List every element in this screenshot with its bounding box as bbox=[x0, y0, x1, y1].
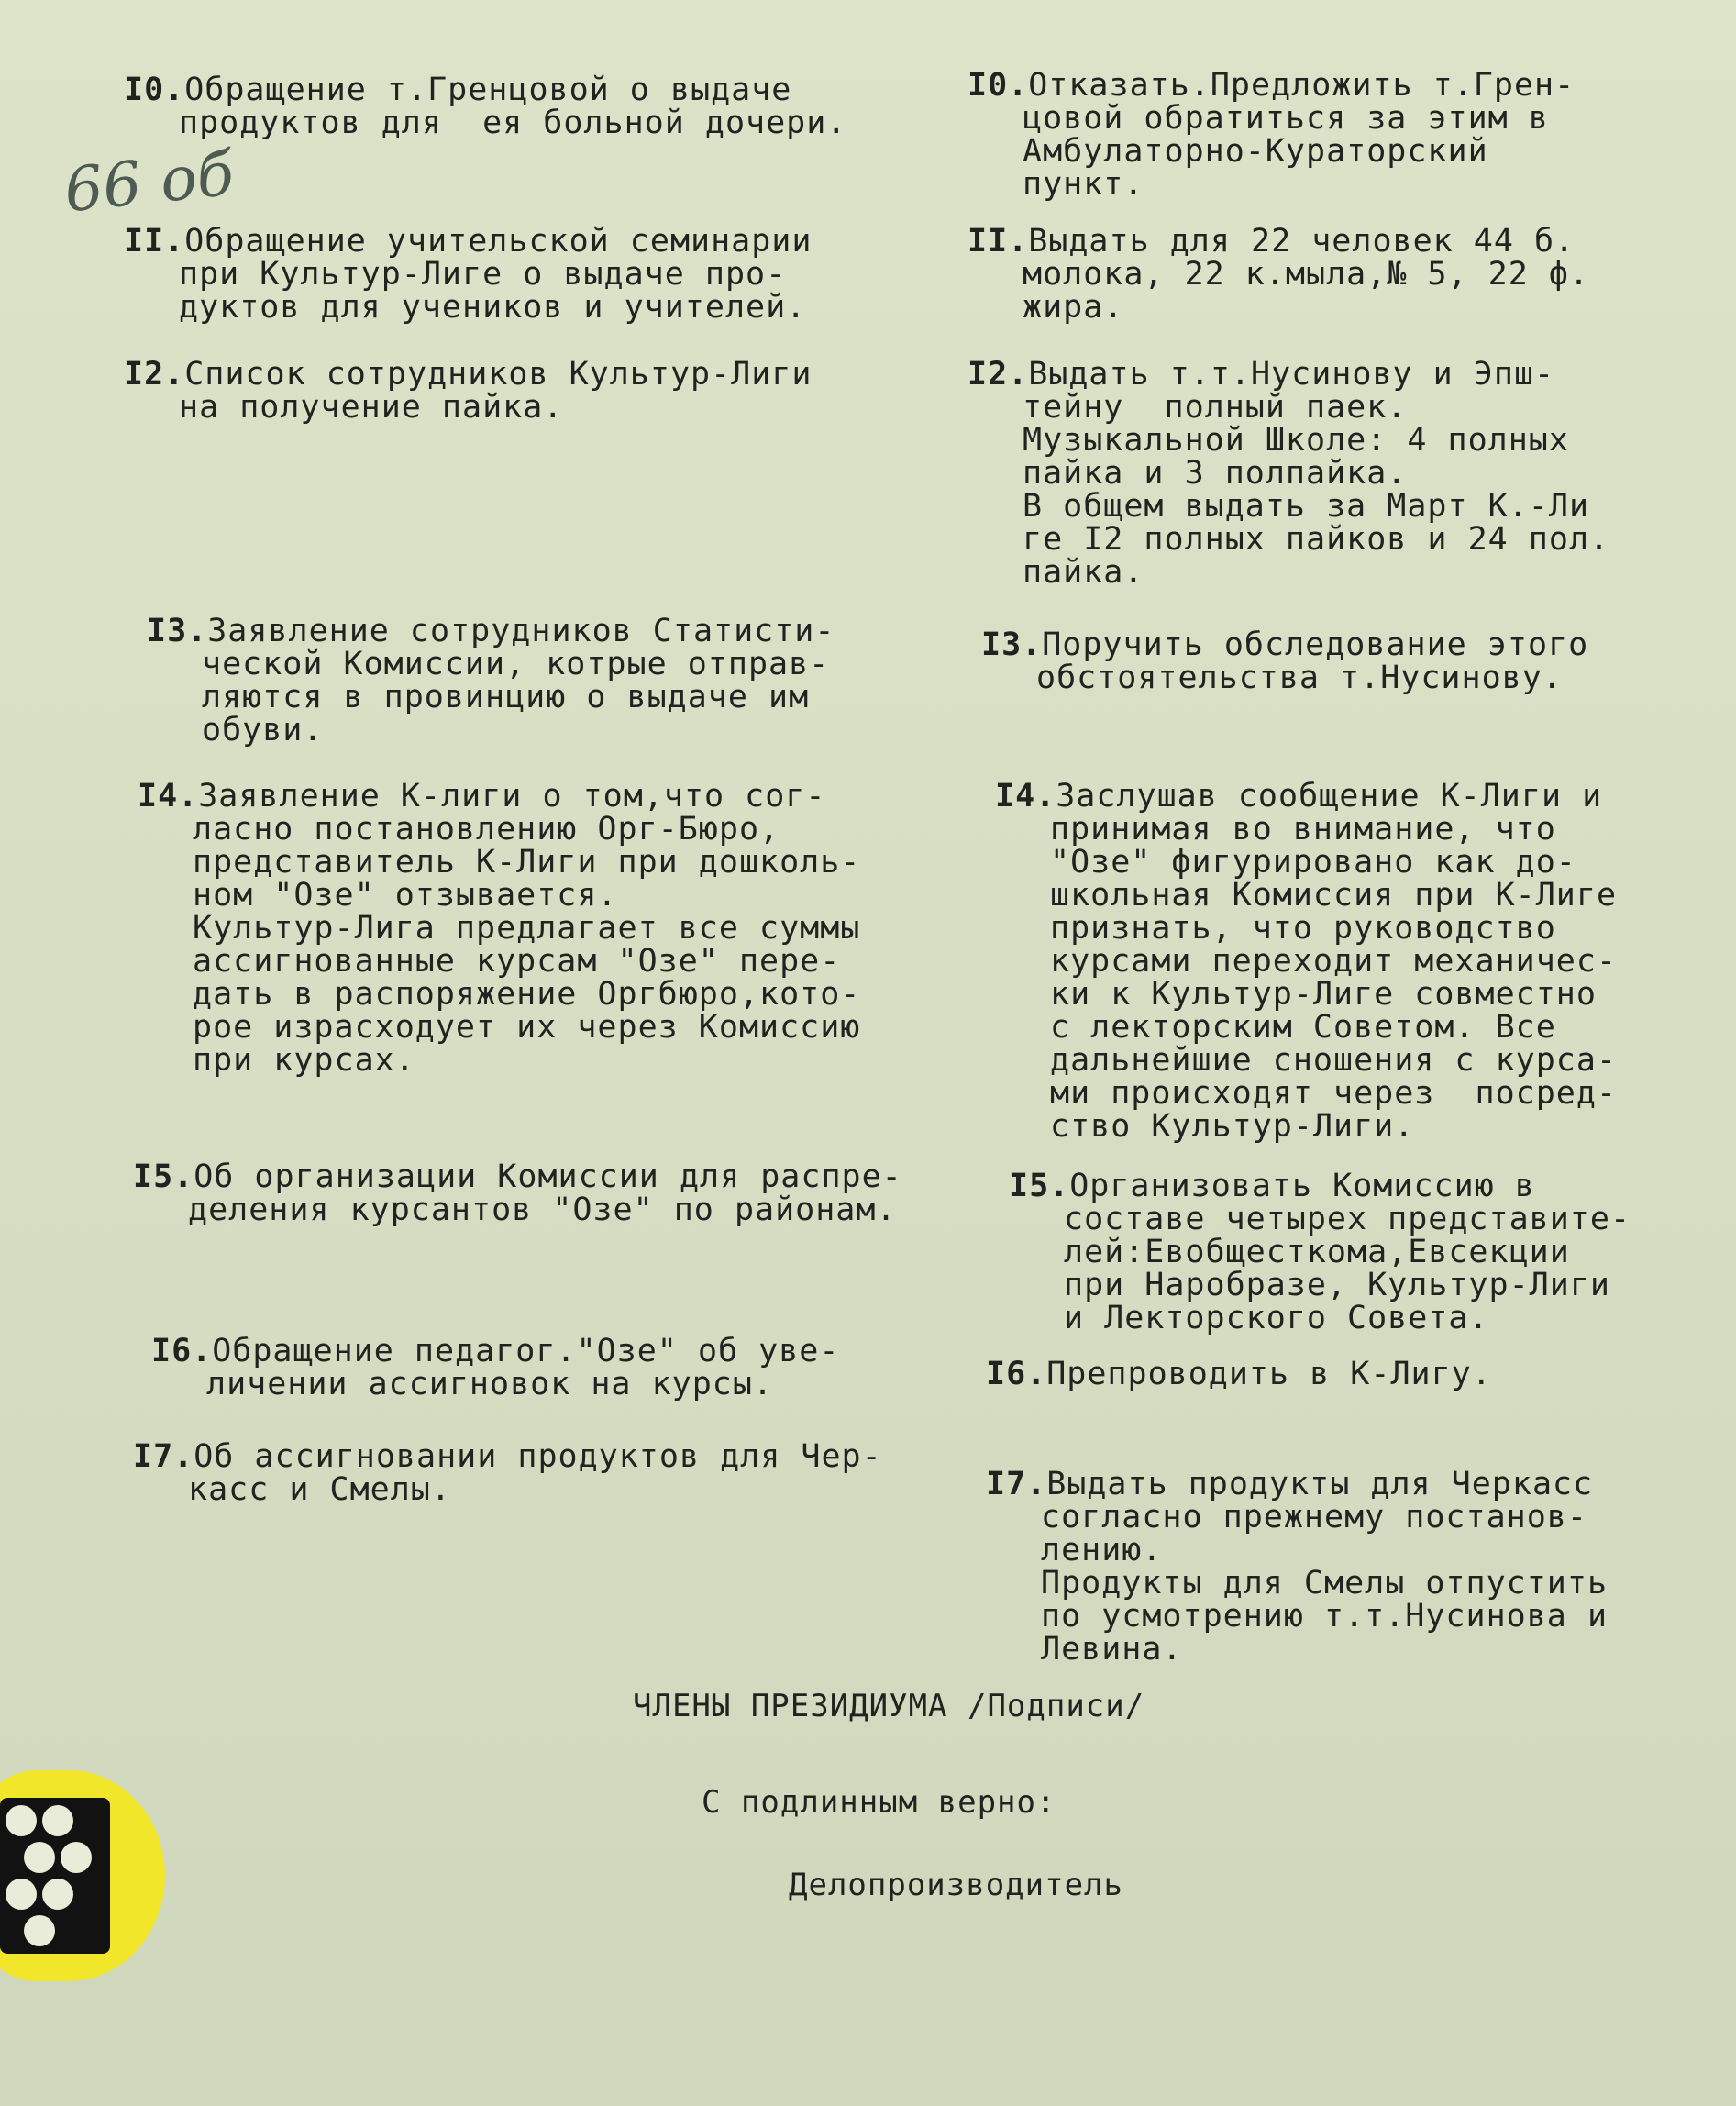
text-line: пайка и 3 полпайка. bbox=[1023, 455, 1408, 492]
item-number: I2. bbox=[968, 356, 1029, 393]
text-line: Обращение т.Гренцовой о выдаче bbox=[184, 72, 792, 108]
text-line: пайка. bbox=[1023, 554, 1144, 591]
text-line: Культур-Лига предлагает все суммы bbox=[193, 910, 861, 947]
item-number: II. bbox=[968, 223, 1029, 260]
text-line: ассигнованные курсам "Озе" пере- bbox=[193, 943, 841, 980]
text-line: касс и Смелы. bbox=[188, 1471, 451, 1508]
text-line: молока, 22 к.мыла,№ 5, 22 ф. bbox=[1023, 256, 1590, 293]
text-line: продуктов для ея больной дочери. bbox=[179, 105, 847, 141]
text-line: лению. bbox=[1041, 1532, 1163, 1568]
text-line: Продукты для Смелы отпустить bbox=[1041, 1565, 1609, 1602]
item-number: I3. bbox=[981, 626, 1043, 663]
item-number: I4. bbox=[138, 778, 199, 815]
item-2-subject bbox=[124, 225, 812, 324]
clip-hole bbox=[6, 1879, 37, 1910]
text-line: тейну полный паек. bbox=[1023, 389, 1408, 426]
text-line: ге I2 полных пайков и 24 пол. bbox=[1023, 521, 1610, 558]
item-number: I5. bbox=[133, 1158, 194, 1195]
clip-hole bbox=[24, 1842, 55, 1873]
item-number: I2. bbox=[124, 356, 185, 393]
clip-hole bbox=[24, 1915, 55, 1946]
text-line: Список сотрудников Культур-Лиги bbox=[184, 356, 813, 393]
text-line: с лекторским Советом. Все bbox=[1050, 1009, 1556, 1046]
item-3-resolution bbox=[968, 358, 1609, 589]
item-number: I7. bbox=[986, 1466, 1047, 1502]
text-line: школьная Комиссия при К-Лиге bbox=[1050, 877, 1618, 914]
text-line: лей:Евобщесткома,Евсекции bbox=[1064, 1234, 1570, 1270]
text-line: ство Культур-Лиги. bbox=[1050, 1108, 1415, 1145]
clip-hole bbox=[42, 1879, 73, 1910]
text-line: принимая во внимание, что bbox=[1050, 811, 1556, 848]
text-line: на получение пайка. bbox=[179, 389, 564, 426]
item-number: I6. bbox=[151, 1333, 213, 1369]
text-line: обстоятельства т.Нусинову. bbox=[1036, 660, 1563, 696]
text-line: Организовать Комиссию в bbox=[1069, 1168, 1535, 1204]
text-line: Отказать.Предложить т.Грен- bbox=[1028, 67, 1576, 104]
text-line: дуктов для учеников и учителей. bbox=[179, 289, 807, 326]
text-line: Выдать т.т.Нусинову и Эпш- bbox=[1028, 356, 1555, 393]
text-line: цовой обратиться за этим в bbox=[1023, 100, 1549, 137]
item-1-resolution bbox=[968, 69, 1575, 201]
text-line: деления курсантов "Озе" по районам. bbox=[188, 1192, 897, 1228]
text-line: составе четырех представите- bbox=[1064, 1201, 1631, 1237]
item-8-subject bbox=[133, 1440, 882, 1506]
item-6-subject bbox=[133, 1160, 902, 1226]
item-1-subject bbox=[124, 73, 846, 139]
item-8-resolution bbox=[986, 1468, 1608, 1666]
text-line: при Культур-Лиге о выдаче про- bbox=[179, 256, 787, 293]
item-number: I3. bbox=[147, 613, 208, 649]
item-3-subject bbox=[124, 358, 812, 424]
clerk-line: Делопроизводитель bbox=[789, 1867, 1123, 1903]
clip-hole bbox=[61, 1842, 92, 1873]
text-line: пункт. bbox=[1023, 166, 1144, 203]
certified-copy-line: С подлинным верно: bbox=[702, 1784, 1056, 1821]
item-6-resolution bbox=[1009, 1169, 1631, 1335]
clip-hole bbox=[6, 1805, 37, 1836]
text-line: "Озе" фигурировано как до- bbox=[1050, 844, 1576, 881]
text-line: Обращение учительской семинарии bbox=[184, 223, 813, 260]
text-line: ческой Комиссии, котрые отправ- bbox=[202, 646, 830, 682]
text-line: дать в распоряжение Оргбюро,кото- bbox=[193, 976, 861, 1013]
black-clip-part bbox=[0, 1798, 110, 1954]
text-line: Выдать продукты для Черкасс bbox=[1046, 1466, 1594, 1502]
text-line: Амбулаторно-Кураторский bbox=[1023, 133, 1488, 170]
text-line: личении ассигновок на курсы. bbox=[206, 1366, 774, 1402]
text-line: Об ассигновании продуктов для Чер- bbox=[194, 1438, 882, 1475]
text-line: ласно постановлению Орг-Бюро, bbox=[193, 811, 780, 848]
text-line: Об организации Комиссии для распре- bbox=[194, 1158, 902, 1195]
text-line: Поручить обследование этого bbox=[1042, 626, 1589, 663]
item-5-resolution bbox=[995, 780, 1617, 1143]
text-line: Заявление сотрудников Статисти- bbox=[207, 613, 835, 649]
item-number: I6. bbox=[986, 1356, 1047, 1392]
text-line: по усмотрению т.т.Нусинова и bbox=[1041, 1598, 1609, 1635]
item-4-subject bbox=[147, 615, 835, 747]
text-line: В общем выдать за Март К.-Ли bbox=[1023, 488, 1590, 525]
item-7-resolution bbox=[986, 1358, 1492, 1391]
text-line: и Лекторского Совета. bbox=[1064, 1300, 1489, 1336]
item-number: I5. bbox=[1009, 1168, 1070, 1204]
clip-hole bbox=[42, 1805, 73, 1836]
text-line: Музыкальной Школе: 4 полных bbox=[1023, 422, 1569, 459]
presidium-signatures-line: ЧЛЕНЫ ПРЕЗИДИУМА /Подписи/ bbox=[633, 1688, 1145, 1724]
text-line: признать, что руководство bbox=[1050, 910, 1556, 947]
item-number: I0. bbox=[968, 67, 1029, 104]
text-line: ляются в провинцию о выдаче им bbox=[202, 679, 810, 715]
text-line: при Наробразе, Культур-Лиги bbox=[1064, 1267, 1610, 1303]
item-2-resolution bbox=[968, 225, 1589, 324]
item-number: II. bbox=[124, 223, 185, 260]
text-line: Обращение педагог."Озе" об уве- bbox=[212, 1333, 840, 1369]
text-line: Препроводить в К-Лигу. bbox=[1046, 1356, 1492, 1392]
text-line: дальнейшие сношения с курса- bbox=[1050, 1042, 1618, 1079]
item-5-subject bbox=[138, 780, 860, 1077]
text-line: ми происходят через посред- bbox=[1050, 1075, 1618, 1112]
text-line: жира. bbox=[1023, 289, 1124, 326]
item-7-subject bbox=[151, 1335, 839, 1401]
margin-handwritten-mark: 66 об bbox=[61, 138, 238, 227]
text-line: обуви. bbox=[202, 712, 324, 748]
text-line: Выдать для 22 человек 44 б. bbox=[1028, 223, 1576, 260]
item-number: I4. bbox=[995, 778, 1056, 815]
text-line: представитель К-Лиги при дошколь- bbox=[193, 844, 861, 881]
text-line: при курсах. bbox=[193, 1042, 415, 1079]
text-line: Заслушав сообщение К-Лиги и bbox=[1056, 778, 1603, 815]
text-line: согласно прежнему постанов- bbox=[1041, 1499, 1587, 1535]
item-number: I7. bbox=[133, 1438, 194, 1475]
text-line: ки к Культур-Лиге совместно bbox=[1050, 976, 1597, 1013]
text-line: ном "Озе" отзывается. bbox=[193, 877, 618, 914]
text-line: рое израсходует их через Комиссию bbox=[193, 1009, 861, 1046]
text-line: Левина. bbox=[1041, 1631, 1183, 1668]
text-line: Заявление К-лиги о том,что сог- bbox=[198, 778, 826, 815]
item-4-resolution bbox=[981, 628, 1588, 694]
text-line: курсами переходит механичес- bbox=[1050, 943, 1618, 980]
item-number: I0. bbox=[124, 72, 185, 108]
